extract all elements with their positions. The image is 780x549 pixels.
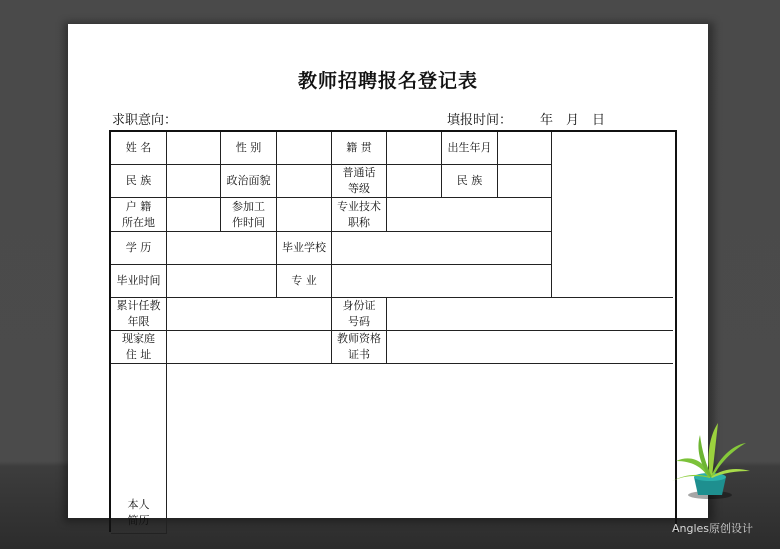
registration-table — [109, 130, 677, 532]
input-professional-title[interactable] — [387, 198, 552, 232]
input-major[interactable] — [332, 265, 552, 298]
input-political-status[interactable] — [277, 165, 332, 198]
input-teacher-cert[interactable] — [387, 331, 673, 364]
input-home-address[interactable] — [167, 331, 332, 364]
input-work-start-time[interactable] — [277, 198, 332, 232]
input-resume[interactable] — [167, 364, 673, 534]
photo-area[interactable] — [552, 132, 673, 298]
input-ethnicity[interactable] — [167, 165, 221, 198]
input-ethnicity-2[interactable] — [498, 165, 552, 198]
watermark: Angles原创设计 — [672, 522, 754, 535]
fill-date-units: 年 月 日 — [540, 113, 606, 128]
input-household-location[interactable] — [167, 198, 221, 232]
input-teaching-years[interactable] — [167, 298, 332, 331]
label-gender: 性 别 — [221, 132, 277, 165]
input-gender[interactable] — [277, 132, 332, 165]
label-teaching-years: 累计任教年限 — [111, 298, 167, 331]
label-resume: 本人简历 — [111, 364, 167, 534]
label-education: 学 历 — [111, 232, 167, 265]
label-ethnicity-2: 民 族 — [442, 165, 498, 198]
label-political-status: 政治面貌 — [221, 165, 277, 198]
label-graduation-time: 毕业时间 — [111, 265, 167, 298]
input-graduated-school[interactable] — [332, 232, 552, 265]
label-work-start-time: 参加工作时间 — [221, 198, 277, 232]
job-intent-label: 求职意向： — [112, 113, 178, 128]
form-title: 教师招聘报名登记表 — [297, 70, 478, 92]
label-ethnicity: 民 族 — [111, 165, 167, 198]
form-page — [68, 24, 708, 527]
input-native-place[interactable] — [387, 132, 442, 165]
input-id-number[interactable] — [387, 298, 673, 331]
plant-decoration-icon — [666, 415, 756, 505]
input-education[interactable] — [167, 232, 277, 265]
label-native-place: 籍 贯 — [332, 132, 387, 165]
label-mandarin-level: 普通话等级 — [332, 165, 387, 198]
label-teacher-cert: 教师资格证书 — [332, 331, 387, 364]
input-graduation-time[interactable] — [167, 265, 277, 298]
label-name: 姓 名 — [111, 132, 167, 165]
label-professional-title: 专业技术职称 — [332, 198, 387, 232]
label-household-location: 户 籍所在地 — [111, 198, 167, 232]
input-mandarin-level[interactable] — [387, 165, 442, 198]
label-id-number: 身份证号码 — [332, 298, 387, 331]
label-home-address: 现家庭住 址 — [111, 331, 167, 364]
label-major: 专 业 — [277, 265, 332, 298]
input-birth-date[interactable] — [498, 132, 552, 165]
fill-time-label: 填报时间： — [447, 113, 513, 128]
label-birth-date: 出生年月 — [442, 132, 498, 165]
label-graduated-school: 毕业学校 — [277, 232, 332, 265]
input-name[interactable] — [167, 132, 221, 165]
